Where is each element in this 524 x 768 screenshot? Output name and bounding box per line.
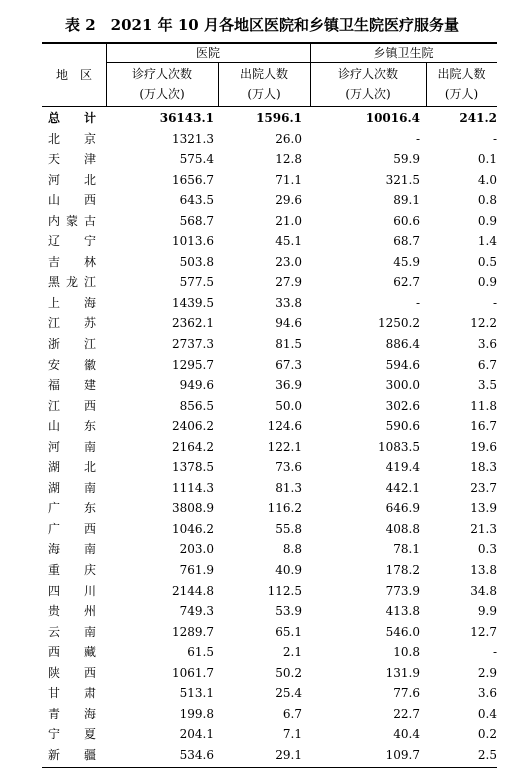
region-cell: 西藏 (48, 645, 96, 660)
table-row (42, 560, 497, 581)
township-discharges-cell: 12.2 (470, 316, 497, 331)
township-visits-cell: 78.1 (393, 542, 420, 557)
township-visits-cell: 408.8 (385, 521, 420, 536)
hospital-discharges-cell: 45.1 (275, 234, 302, 249)
region-cell: 北京 (48, 131, 96, 146)
table-row (42, 293, 497, 314)
table-row (42, 519, 497, 540)
region-cell: 吉林 (48, 254, 96, 269)
table-row (42, 724, 497, 745)
region-cell: 江苏 (48, 316, 96, 331)
township-discharges-cell: - (492, 645, 497, 660)
table-row (42, 642, 497, 663)
township-visits-cell: 59.9 (393, 152, 420, 167)
township-visits-cell: 302.6 (385, 398, 420, 413)
region-cell: 上海 (48, 295, 96, 310)
township-discharges-cell: 13.8 (470, 563, 497, 578)
table-row (42, 498, 497, 519)
hospital-discharges-cell: 1596.1 (256, 111, 302, 125)
hospital-discharges-cell: 29.1 (275, 747, 302, 762)
table-row (42, 149, 497, 170)
hospital-visits-cell: 204.1 (179, 727, 214, 742)
region-cell: 重庆 (48, 563, 96, 578)
township-discharges-cell: 0.9 (477, 275, 497, 290)
township-discharges-cell: 0.1 (477, 152, 497, 167)
region-cell: 新疆 (48, 747, 96, 762)
hospital-group-header: 医院 (195, 46, 220, 60)
township-discharges-cell: 2.9 (477, 665, 497, 680)
hospital-visits-cell: 2144.8 (172, 583, 214, 598)
table-row (42, 170, 497, 191)
hospital-visits-cell: 949.6 (179, 378, 214, 393)
hospital-discharges-cell: 71.1 (275, 172, 302, 187)
hospital-visits-cell: 643.5 (179, 193, 214, 208)
township-discharges-cell: 2.5 (477, 747, 497, 762)
group-header-rule (106, 62, 497, 63)
table-row (42, 190, 497, 211)
township-discharges-cell: 0.4 (477, 706, 497, 721)
township-discharges-cell: 1.4 (477, 234, 497, 249)
region-cell: 浙江 (48, 337, 96, 352)
hospital-visits-cell: 577.5 (179, 275, 214, 290)
table-row (42, 272, 497, 293)
township-visits-cell: 646.9 (385, 501, 420, 516)
hospital-discharges-cell: 81.3 (275, 480, 302, 495)
hospital-visits-cell: 534.6 (179, 747, 214, 762)
hospital-discharges-cell: 40.9 (275, 563, 302, 578)
table-row (42, 231, 497, 252)
township-visits-cell: 40.4 (393, 727, 420, 742)
region-cell: 甘肃 (48, 686, 96, 701)
township-discharges-cell: 0.8 (477, 193, 497, 208)
hospital-visits-cell: 203.0 (179, 542, 214, 557)
township-visits-cell: - (415, 295, 420, 310)
township-discharges-cell: 21.3 (470, 521, 497, 536)
region-cell: 宁夏 (48, 727, 96, 742)
table-row (42, 663, 497, 684)
table-row (42, 601, 497, 622)
header-bottom-rule (42, 106, 497, 107)
township-discharges-cell: 0.3 (477, 542, 497, 557)
hospital-discharges-header: 出院人数 (239, 67, 288, 81)
hospital-discharges-cell: 112.5 (267, 583, 302, 598)
township-discharges-cell: 16.7 (470, 419, 497, 434)
hospital-discharges-cell: 36.9 (275, 378, 302, 393)
region-cell: 总计 (48, 111, 96, 125)
township-discharges-unit: (万人) (444, 87, 479, 101)
table-row (42, 129, 497, 150)
hospital-visits-cell: 2164.2 (172, 439, 214, 454)
hospital-visits-cell: 1656.7 (172, 172, 214, 187)
region-cell: 湖北 (48, 460, 96, 475)
hospital-discharges-cell: 33.8 (275, 295, 302, 310)
table-row (42, 252, 497, 273)
township-visits-cell: 22.7 (393, 706, 420, 721)
table-row (42, 745, 497, 766)
region-cell: 四川 (48, 583, 96, 598)
township-discharges-cell: 34.8 (470, 583, 497, 598)
township-visits-cell: 77.6 (393, 686, 420, 701)
hospital-visits-cell: 513.1 (179, 686, 214, 701)
table-row (42, 581, 497, 602)
township-visits-cell: 300.0 (385, 378, 420, 393)
hospital-visits-cell: 61.5 (187, 645, 214, 660)
total-row (42, 108, 497, 129)
hospital-discharges-cell: 50.2 (275, 665, 302, 680)
hospital-visits-cell: 1439.5 (172, 295, 214, 310)
hospital-visits-cell: 1061.7 (172, 665, 214, 680)
township-visits-cell: 413.8 (385, 604, 420, 619)
hospital-visits-cell: 575.4 (179, 152, 214, 167)
township-visits-cell: 590.6 (385, 419, 420, 434)
hospital-discharges-cell: 124.6 (267, 419, 302, 434)
table-row (42, 683, 497, 704)
hospital-visits-cell: 761.9 (179, 563, 214, 578)
region-cell: 江西 (48, 398, 96, 413)
table-body (42, 108, 497, 766)
hospital-visits-cell: 749.3 (179, 604, 214, 619)
hospital-visits-cell: 2406.2 (172, 419, 214, 434)
region-cell: 安徽 (48, 357, 96, 372)
region-cell: 陕西 (48, 665, 96, 680)
township-visits-cell: 419.4 (385, 460, 420, 475)
table-row (42, 622, 497, 643)
township-visits-cell: 60.6 (393, 213, 420, 228)
township-discharges-cell: 9.9 (477, 604, 497, 619)
hospital-discharges-cell: 81.5 (275, 337, 302, 352)
region-cell: 广西 (48, 521, 96, 536)
hospital-discharges-cell: 7.1 (282, 727, 302, 742)
region-cell: 山西 (48, 193, 96, 208)
township-visits-header: 诊疗人次数 (337, 67, 398, 81)
table-row (42, 355, 497, 376)
township-visits-cell: 594.6 (385, 357, 420, 372)
table-row (42, 211, 497, 232)
region-header: 地 区 (55, 68, 92, 82)
hospital-visits-cell: 1114.3 (172, 480, 214, 495)
township-discharges-cell: 0.9 (477, 213, 497, 228)
hospital-visits-cell: 2362.1 (172, 316, 214, 331)
region-cell: 福建 (48, 378, 96, 393)
township-discharges-cell: 3.5 (477, 378, 497, 393)
table-row (42, 396, 497, 417)
hospital-discharges-cell: 27.9 (275, 275, 302, 290)
township-discharges-cell: 13.9 (470, 501, 497, 516)
hospital-discharges-cell: 23.0 (275, 254, 302, 269)
township-group-header: 乡镇卫生院 (373, 46, 434, 60)
hospital-visits-unit: (万人次) (139, 87, 185, 101)
township-discharges-cell: - (492, 131, 497, 146)
township-visits-cell: 68.7 (393, 234, 420, 249)
hospital-discharges-cell: 2.1 (282, 645, 302, 660)
township-visits-cell: 1083.5 (378, 439, 420, 454)
township-discharges-cell: - (492, 295, 497, 310)
township-visits-cell: 131.9 (385, 665, 420, 680)
region-cell: 内蒙古 (48, 213, 96, 228)
township-discharges-cell: 6.7 (477, 357, 497, 372)
hospital-visits-cell: 568.7 (179, 213, 214, 228)
township-visits-cell: 62.7 (393, 275, 420, 290)
hospital-discharges-cell: 53.9 (275, 604, 302, 619)
region-cell: 天津 (48, 152, 96, 167)
region-cell: 河南 (48, 439, 96, 454)
region-cell: 海南 (48, 542, 96, 557)
hospital-visits-cell: 1321.3 (172, 131, 214, 146)
township-visits-cell: 1250.2 (378, 316, 420, 331)
township-discharges-cell: 3.6 (477, 686, 497, 701)
township-visits-unit: (万人次) (345, 87, 391, 101)
table-row (42, 478, 497, 499)
township-visits-cell: 10.8 (393, 645, 420, 660)
hospital-discharges-cell: 67.3 (275, 357, 302, 372)
hospital-discharges-cell: 29.6 (275, 193, 302, 208)
hospital-visits-cell: 1289.7 (172, 624, 214, 639)
table-row (42, 416, 497, 437)
hospital-discharges-cell: 50.0 (275, 398, 302, 413)
hospital-visits-cell: 3808.9 (172, 501, 214, 516)
bottom-rule (42, 767, 497, 768)
region-cell: 广东 (48, 501, 96, 516)
region-cell: 河北 (48, 172, 96, 187)
township-visits-cell: 178.2 (385, 563, 420, 578)
region-cell: 湖南 (48, 480, 96, 495)
table-title: 表 2 2021 年 10 月各地区医院和乡镇卫生院医疗服务量 (65, 16, 459, 34)
township-discharges-cell: 241.2 (459, 111, 497, 125)
township-visits-cell: - (415, 131, 420, 146)
hospital-discharges-cell: 73.6 (275, 460, 302, 475)
township-visits-cell: 89.1 (393, 193, 420, 208)
hospital-visits-cell: 1013.6 (172, 234, 214, 249)
table-row (42, 437, 497, 458)
hospital-visits-cell: 1046.2 (172, 521, 214, 536)
township-discharges-cell: 4.0 (477, 172, 497, 187)
hospital-visits-cell: 199.8 (179, 706, 214, 721)
hospital-discharges-cell: 8.8 (282, 542, 302, 557)
hospital-visits-cell: 1295.7 (172, 357, 214, 372)
hospital-discharges-cell: 6.7 (282, 706, 302, 721)
hospital-discharges-cell: 12.8 (275, 152, 302, 167)
hospital-visits-header: 诊疗人次数 (131, 67, 192, 81)
township-visits-cell: 109.7 (385, 747, 420, 762)
hospital-discharges-cell: 25.4 (275, 686, 302, 701)
township-discharges-cell: 12.7 (470, 624, 497, 639)
hospital-visits-cell: 856.5 (179, 398, 214, 413)
hospital-discharges-cell: 116.2 (267, 501, 302, 516)
table-row (42, 457, 497, 478)
township-visits-cell: 45.9 (393, 254, 420, 269)
hospital-visits-cell: 503.8 (179, 254, 214, 269)
hospital-visits-cell: 2737.3 (172, 337, 214, 352)
township-discharges-cell: 3.6 (477, 337, 497, 352)
table-row (42, 704, 497, 725)
township-discharges-cell: 23.7 (470, 480, 497, 495)
region-cell: 青海 (48, 706, 96, 721)
hospital-visits-cell: 36143.1 (159, 111, 214, 125)
hospital-discharges-cell: 65.1 (275, 624, 302, 639)
hospital-discharges-cell: 94.6 (275, 316, 302, 331)
region-cell: 黑龙江 (48, 275, 96, 290)
township-discharges-cell: 11.8 (470, 398, 497, 413)
region-cell: 贵州 (48, 604, 96, 619)
table-row (42, 375, 497, 396)
township-visits-cell: 886.4 (385, 337, 420, 352)
township-discharges-cell: 18.3 (470, 460, 497, 475)
township-visits-cell: 321.5 (385, 172, 420, 187)
region-cell: 山东 (48, 419, 96, 434)
township-visits-cell: 442.1 (385, 480, 420, 495)
hospital-visits-cell: 1378.5 (172, 460, 214, 475)
table-row (42, 334, 497, 355)
table-row (42, 539, 497, 560)
hospital-discharges-cell: 55.8 (275, 521, 302, 536)
township-visits-cell: 546.0 (385, 624, 420, 639)
township-discharges-header: 出院人数 (437, 67, 486, 81)
township-visits-cell: 773.9 (385, 583, 420, 598)
township-discharges-cell: 0.5 (477, 254, 497, 269)
region-cell: 辽宁 (48, 234, 96, 249)
township-discharges-cell: 0.2 (477, 727, 497, 742)
township-visits-cell: 10016.4 (365, 111, 420, 125)
table-row (42, 313, 497, 334)
hospital-discharges-cell: 21.0 (275, 213, 302, 228)
township-discharges-cell: 19.6 (470, 439, 497, 454)
hospital-discharges-unit: (万人) (247, 87, 281, 101)
region-cell: 云南 (48, 624, 96, 639)
hospital-discharges-cell: 26.0 (275, 131, 302, 146)
hospital-discharges-cell: 122.1 (267, 439, 302, 454)
